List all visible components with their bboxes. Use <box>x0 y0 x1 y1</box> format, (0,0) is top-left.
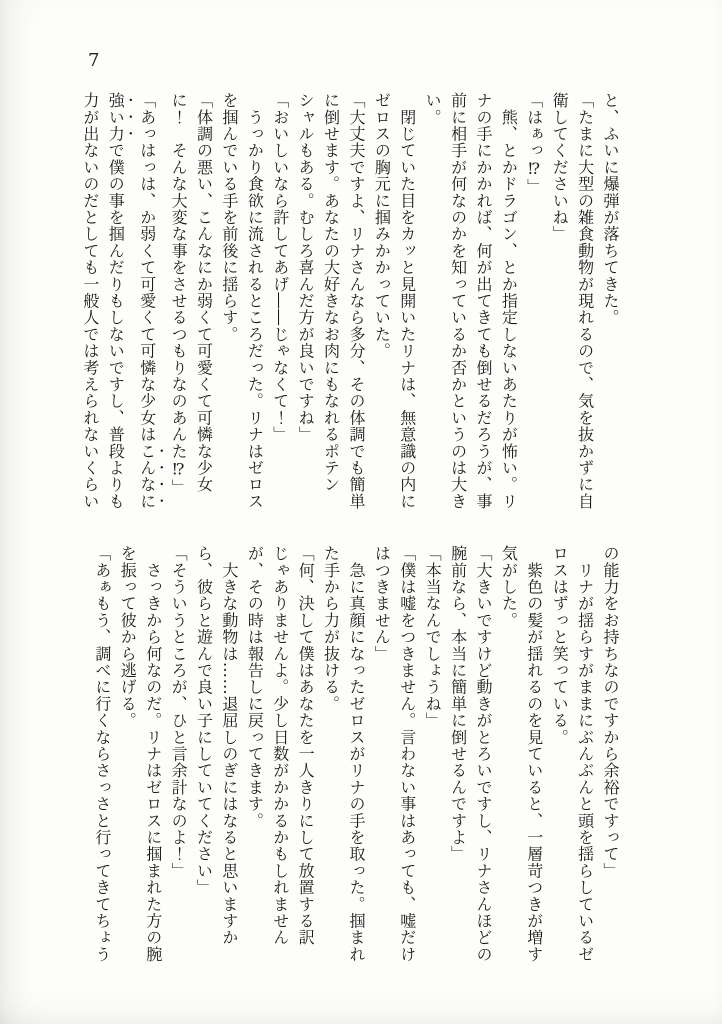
text-line <box>103 92 134 540</box>
text-line: ら、彼らと遊んで良い子にしていてください」 <box>194 545 214 896</box>
text-block-top <box>77 92 623 540</box>
text-line: い。 <box>423 92 443 126</box>
text-line: 「はぁっ⁉」 <box>524 92 544 196</box>
text-line: うっかり食欲に流されるところだった。リナはゼロス <box>245 92 265 510</box>
text-line: 衛してくださいね」 <box>550 92 570 243</box>
text-line: 「大丈夫ですよ、リナさんなら多分、その体調でも簡単 <box>346 92 366 510</box>
text-line: が、その時は報告しに戻ってきます。 <box>245 545 265 829</box>
text-line: 「そういうところが、ひと言余計なのよ！」 <box>169 545 189 879</box>
text-line: 「本当なんでしょうね」 <box>423 545 443 729</box>
text-line: 「あぁもう、調べに行くならさっさと行ってきてちょう <box>92 545 112 963</box>
text-line: 「おいしいなら許してあげ――じゃなくて！」 <box>270 92 290 443</box>
text-line: さっきから何なのだ。リナはゼロスに掴まれた方の腕 <box>143 545 163 963</box>
text-line: ゼロスの胸元に掴みかかっていた。 <box>372 92 392 360</box>
emphasized-text: こんなに <box>137 442 157 510</box>
text-line: 気がした。 <box>499 545 519 629</box>
text-line: た手から力が抜ける。 <box>321 545 341 712</box>
page-number: 7 <box>88 50 101 71</box>
text-line: 腕前なら、本当に簡単に倒せるんですよ」 <box>448 545 468 863</box>
text-line: ナの手にかかれば、何が出てきても倒せるだろうが、事 <box>473 92 493 510</box>
text-line: はつきません」 <box>372 545 392 662</box>
emphasized-text: 強い力 <box>106 92 126 143</box>
text-line: と、ふいに爆弾が落ちてきた。 <box>601 92 620 326</box>
text-line <box>134 92 165 540</box>
text-line: を掴んでいる手を前後に揺らす。 <box>219 92 239 343</box>
text-line: 「たまに大型の雑食動物が現れるので、気を抜かずに自 <box>575 92 595 510</box>
text-segment: で僕の事を掴んだりもしないですし、普段よりも <box>106 142 126 510</box>
text-line: 閉じていた目をカッと見開いたリナは、無意識の内に <box>397 92 417 510</box>
text-line: を振って彼から逃げる。 <box>118 545 138 729</box>
text-line: 力が出ないのだとしても一般人では考えられないくらい <box>80 92 100 510</box>
text-segment: 「あっはっは、か弱くて可愛くて可憐な少女は <box>137 92 157 443</box>
text-line: 「僕は嘘をつきません。言わない事はあっても、嘘だけ <box>397 545 417 963</box>
text-line: リナが揺らすがままにぶんぶんと頭を揺らしているゼ <box>575 545 595 963</box>
text-line: 紫色の髪が揺れるのを見ていると、一層苛つきが増す <box>524 545 544 963</box>
text-line: の能力をお持ちなのですから余裕ですって」 <box>601 545 620 879</box>
text-line: 急に真顔になったゼロスがリナの手を取った。掴まれ <box>346 545 366 963</box>
text-line: に！ そんな大変な事をさせるつもりなのあんた⁉」 <box>169 92 189 496</box>
text-block-bottom <box>89 545 623 993</box>
text-line: に倒せます。あなたの大好きなお肉にもなれるポテン <box>321 92 341 493</box>
text-line: 「体調の悪い、こんなにか弱くて可愛くて可憐な少女 <box>194 92 214 493</box>
text-line: じゃありませんよ。少し日数がかかるかもしれません <box>270 545 290 946</box>
text-line: シャルもある。むしろ喜んだ方が良いですね」 <box>296 92 316 443</box>
text-line: 熊、とかドラゴン、とか指定しないあたりが怖い。リ <box>499 92 519 510</box>
text-line: 大きな動物は……退屈しのぎにはなると思いますか <box>219 545 239 946</box>
text-line: ロスはずっと笑っている。 <box>550 545 570 746</box>
text-line: 前に相手が何なのかを知っているか否かというのは大き <box>448 92 468 510</box>
text-line: 「何、決して僕はあなたを一人きりにして放置する訳 <box>296 545 316 946</box>
text-line: 「大きいですけど動きがとろいですし、リナさんほどの <box>473 545 493 963</box>
